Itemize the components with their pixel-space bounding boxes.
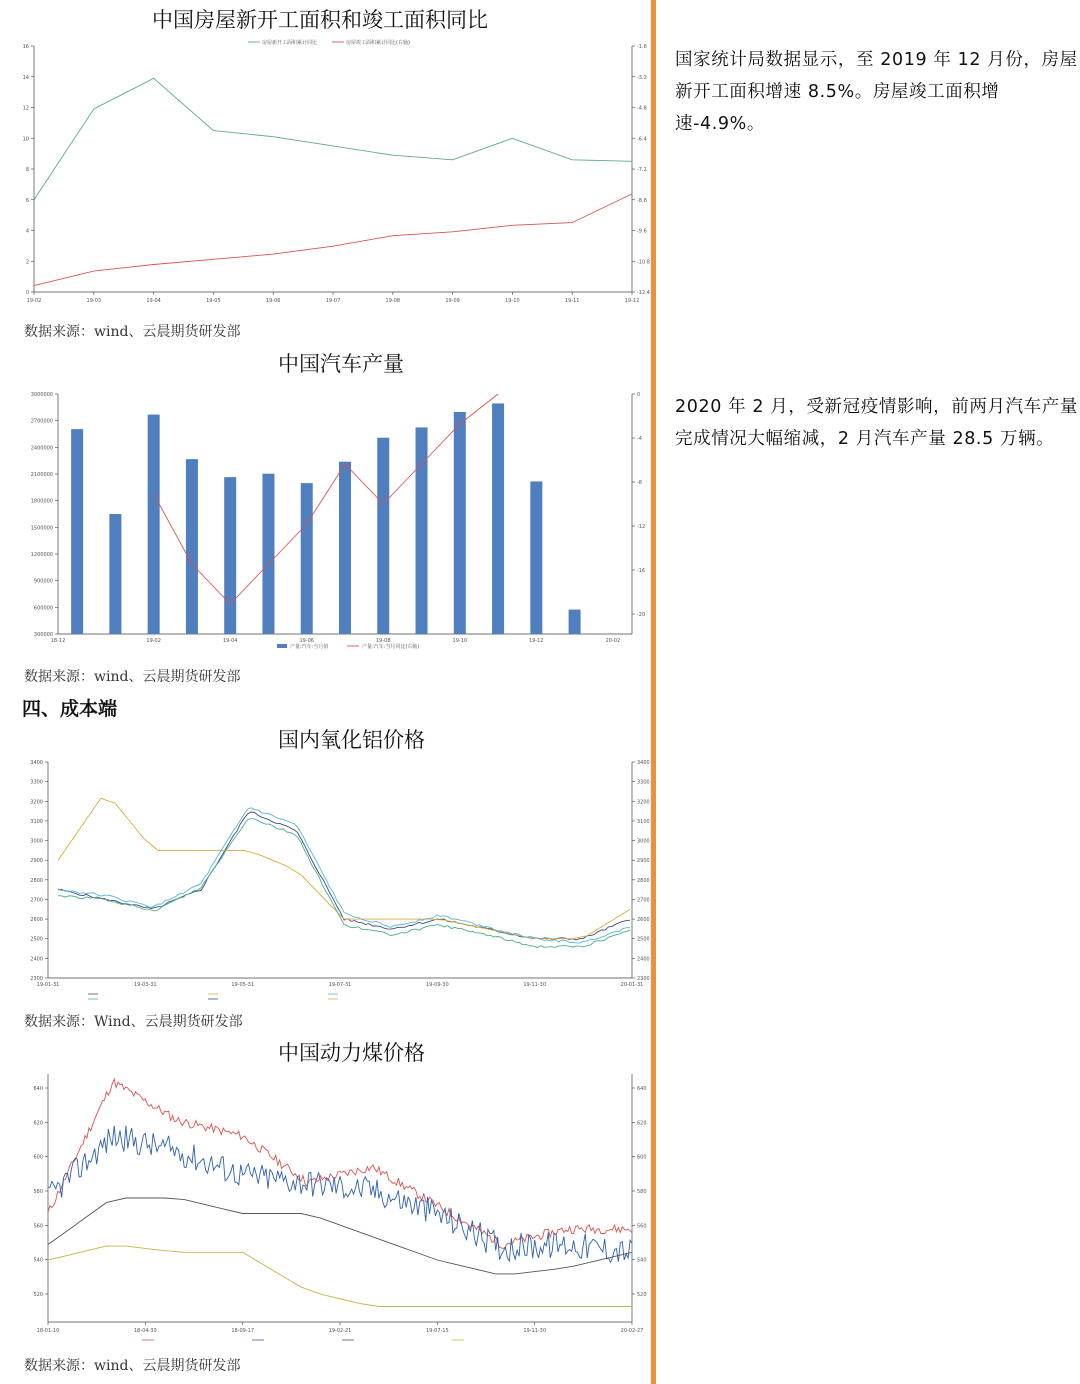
bar-19-07: [339, 462, 351, 634]
right-tick-label: 0: [637, 392, 641, 398]
x-tick-label: 19-11: [564, 298, 580, 304]
left-tick-label: 640: [33, 1086, 43, 1092]
right-tick-label: -10.8: [637, 259, 650, 266]
x-tick-label: 19-03-31: [133, 982, 157, 988]
alumina-chart: [22, 756, 650, 1002]
left-tick-label: 3000: [30, 838, 43, 845]
series-line-3: [48, 1246, 632, 1306]
right-tick-label: 2400: [637, 956, 650, 963]
bar-19-01: [109, 514, 121, 634]
left-tick-label: 2400: [30, 956, 43, 963]
x-tick-label: 19-07-15: [425, 1328, 449, 1334]
left-tick-label: 900000: [33, 578, 53, 585]
series-line-1: [48, 1126, 632, 1263]
bar-19-12: [530, 481, 542, 634]
x-tick-label: 19-11-30: [523, 982, 547, 988]
x-tick-label: 19-05: [206, 298, 221, 304]
bar-19-08: [377, 438, 389, 634]
bar-19-02: [148, 415, 160, 634]
x-tick-label: 19-03: [86, 298, 102, 304]
right-tick-label: 2500: [637, 936, 650, 943]
right-tick-label: -6.4: [637, 136, 647, 143]
right-tick-label: 2800: [637, 877, 650, 884]
left-tick-label: 2400000: [30, 445, 53, 452]
bar-18-12: [71, 429, 83, 634]
left-tick-label: 2100000: [30, 472, 53, 478]
left-tick-label: 0: [25, 290, 29, 296]
left-tick-label: 560: [33, 1223, 43, 1230]
legend-label: 房屋竣工面积累计同比(右轴): [346, 40, 410, 46]
right-tick-label: -12.4: [637, 290, 650, 296]
x-tick-label: 19-02-21: [328, 1328, 352, 1334]
autos-chart-title: 中国汽车产量: [278, 352, 404, 376]
right-tick-label: -12: [637, 524, 646, 530]
autos-chart: [22, 382, 646, 656]
right-tick-label: -3.2: [637, 74, 647, 81]
right-tick-label: 620: [637, 1120, 647, 1127]
x-tick-label: 18-01-10: [36, 1328, 60, 1334]
right-tick-label: -7.2: [637, 167, 647, 173]
x-tick-label: 19-10: [505, 298, 520, 304]
x-tick-label: 19-02: [26, 298, 42, 304]
x-tick-label: 19-01-31: [36, 982, 60, 988]
left-tick-label: 2700000: [30, 418, 53, 425]
autos-chart-source: 数据来源：wind、云晨期货研发部: [24, 669, 241, 685]
x-tick-label: 19-08: [376, 638, 391, 644]
left-tick-label: 2: [25, 259, 29, 266]
bar-20-01: [569, 610, 581, 634]
vertical-divider: [651, 0, 656, 1384]
x-tick-label: 19-09: [445, 298, 460, 304]
left-tick-label: 580: [33, 1189, 43, 1195]
left-tick-label: 2600: [30, 917, 43, 924]
section-heading: 四、成本端: [22, 698, 118, 720]
left-tick-label: 520: [33, 1292, 43, 1298]
bar-19-10: [454, 412, 466, 634]
right-tick-label: 2700: [637, 897, 650, 904]
right-tick-label: 3300: [637, 779, 650, 786]
right-tick-label: -1.6: [637, 44, 647, 50]
left-tick-label: 2300: [30, 976, 43, 982]
right-tick-label: 560: [637, 1223, 647, 1230]
left-tick-label: 1800000: [30, 498, 53, 505]
x-tick-label: 19-05-31: [231, 982, 255, 988]
right-tick-label: 2600: [637, 917, 650, 924]
left-tick-label: 3300: [30, 779, 43, 786]
bar-19-03: [186, 459, 198, 634]
bar-19-11: [492, 403, 504, 634]
left-tick-label: 4: [25, 228, 29, 235]
bar-19-04: [224, 477, 236, 634]
left-tick-label: 12: [22, 105, 29, 112]
left-tick-label: 3400: [30, 760, 43, 766]
left-tick-label: 1200000: [30, 552, 53, 558]
left-tick-label: 300000: [33, 632, 53, 638]
x-tick-label: 18-04-30: [133, 1328, 157, 1334]
legend-label: 产量:汽车:当月值: [290, 644, 329, 650]
left-tick-label: 6: [25, 197, 29, 204]
right-tick-label: 640: [637, 1086, 647, 1092]
x-tick-label: 19-11-30: [523, 1328, 547, 1334]
right-tick-label: -20: [637, 612, 646, 618]
left-tick-label: 540: [33, 1257, 43, 1264]
right-tick-label: 3000: [637, 838, 650, 845]
right-tick-label: 3400: [637, 760, 650, 766]
x-tick-label: 19-12: [624, 298, 640, 304]
right-tick-label: 540: [637, 1257, 647, 1264]
legend-label: 房屋新开工面积累计同比: [262, 40, 318, 46]
right-tick-label: -4.8: [637, 105, 647, 112]
bar-19-09: [416, 427, 428, 634]
x-tick-label: 19-06: [299, 638, 314, 644]
right-tick-label: 3100: [637, 818, 650, 825]
housing-chart-source: 数据来源：wind、云晨期货研发部: [24, 324, 241, 340]
series-line-0: [58, 812, 630, 940]
x-tick-label: 19-10: [452, 638, 468, 644]
x-tick-label: 19-09-30: [425, 982, 449, 988]
left-tick-label: 2500: [30, 936, 43, 943]
x-tick-label: 19-04: [146, 298, 161, 304]
housing-chart: [22, 36, 650, 312]
bar-19-06: [301, 483, 313, 634]
series-line-1: [58, 798, 630, 938]
left-tick-label: 10: [22, 136, 29, 143]
right-tick-label: 2900: [637, 858, 650, 865]
x-tick-label: 19-07: [325, 298, 341, 304]
left-tick-label: 620: [33, 1120, 43, 1127]
right-tick-label: 2300: [637, 976, 650, 982]
left-tick-label: 600: [33, 1154, 43, 1161]
series-line-1: [34, 194, 632, 286]
housing-note: 国家统计局数据显示，至 2019 年 12 月份，房屋新开工面积增速 8.5%。房屋竣工面积增速-4.9%。: [675, 50, 1078, 134]
right-tick-label: 3200: [637, 799, 650, 806]
alumina-chart-title: 国内氧化铝价格: [278, 728, 425, 752]
bar-19-05: [262, 474, 274, 634]
series-line-yoy: [154, 394, 498, 604]
right-tick-label: -16: [637, 568, 646, 574]
right-tick-label: 600: [637, 1154, 647, 1161]
series-line-0: [48, 1079, 632, 1248]
x-tick-label: 19-08: [385, 298, 401, 304]
left-tick-label: 2900: [30, 858, 43, 865]
left-tick-label: 2700: [30, 897, 43, 904]
left-tick-label: 600000: [33, 605, 53, 612]
x-tick-label: 20-01-31: [620, 982, 644, 988]
x-tick-label: 19-04: [222, 638, 238, 644]
alumina-chart-source: 数据来源：Wind、云晨期货研发部: [24, 1014, 243, 1030]
x-tick-label: 19-02: [146, 638, 161, 644]
housing-chart-title: 中国房屋新开工面积和竣工面积同比: [152, 8, 488, 32]
left-tick-label: 3200: [30, 799, 43, 806]
right-tick-label: -8: [637, 480, 642, 486]
right-tick-label: -9.6: [637, 228, 647, 235]
series-line-2: [58, 808, 630, 943]
x-tick-label: 20-02: [605, 638, 621, 644]
x-tick-label: 18-12: [50, 638, 66, 644]
x-tick-label: 19-07-31: [328, 982, 352, 988]
left-tick-label: 3100: [30, 818, 43, 825]
left-tick-label: 3000000: [30, 392, 53, 398]
legend-swatch: [277, 644, 287, 648]
x-tick-label: 19-12: [529, 638, 544, 644]
x-tick-label: 19-06: [265, 298, 281, 304]
series-line-0: [34, 78, 632, 200]
autos-note: 2020 年 2 月，受新冠疫情影响，前两月汽车产量完成情况大幅缩减，2 月汽车产量 28.5 万辆。: [675, 397, 1078, 449]
coal-chart-source: 数据来源：wind、云晨期货研发部: [24, 1358, 241, 1374]
right-tick-label: 580: [637, 1189, 647, 1195]
left-tick-label: 1500000: [30, 525, 53, 532]
legend-label: 产量:汽车:当月同比(右轴): [362, 644, 420, 650]
coal-chart-title: 中国动力煤价格: [278, 1041, 425, 1065]
coal-chart: [22, 1068, 646, 1346]
right-tick-label: -4: [637, 436, 642, 442]
left-tick-label: 16: [22, 44, 29, 50]
x-tick-label: 20-02-27: [620, 1328, 644, 1334]
series-line-2: [48, 1198, 632, 1274]
left-tick-label: 8: [25, 167, 29, 173]
x-tick-label: 18-09-17: [231, 1328, 255, 1334]
left-tick-label: 2800: [30, 877, 43, 884]
left-tick-label: 14: [22, 74, 29, 81]
right-tick-label: -8.8: [637, 197, 647, 204]
right-tick-label: 520: [637, 1292, 647, 1298]
